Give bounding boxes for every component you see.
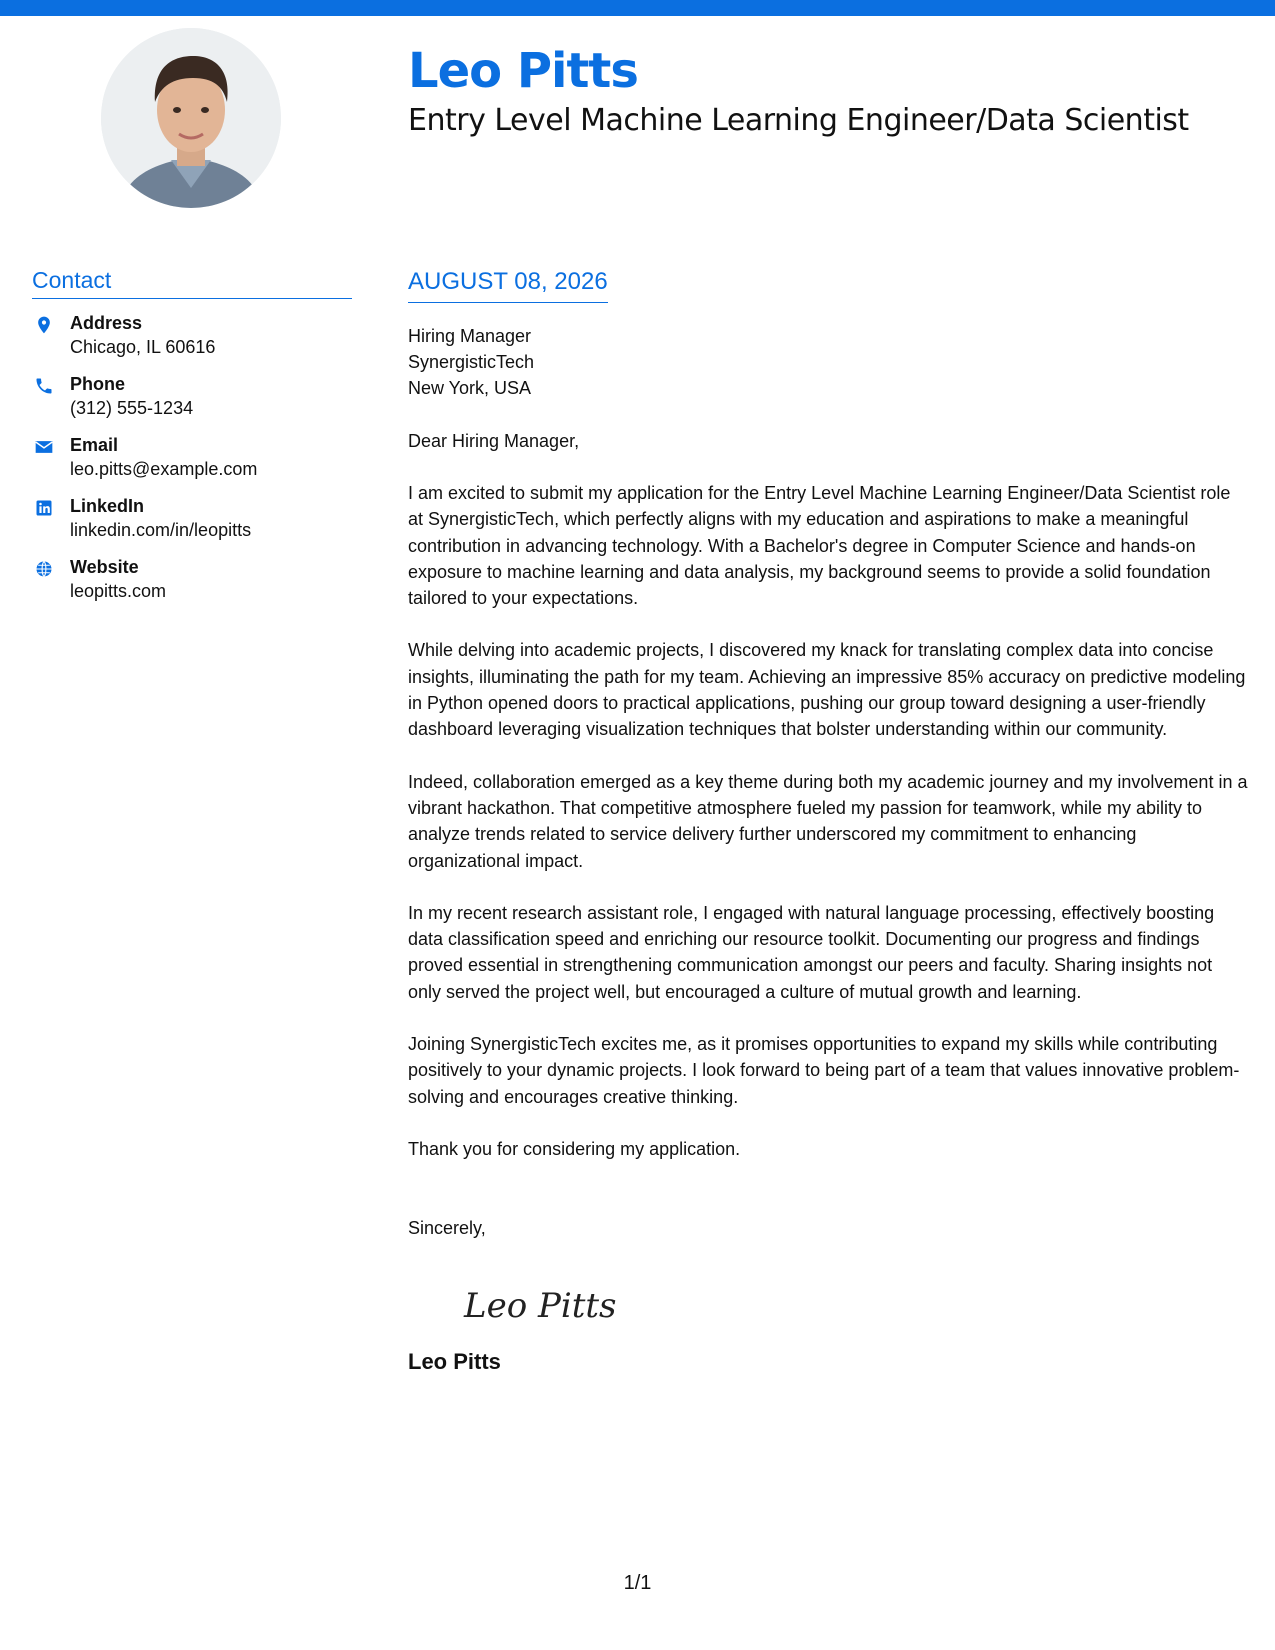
contact-phone-value: (312) 555-1234 xyxy=(70,398,194,418)
contact-address-value: Chicago, IL 60616 xyxy=(70,337,216,357)
recipient-line: Hiring Manager xyxy=(408,326,532,346)
contact-list xyxy=(32,311,352,603)
contact-email-label: Email xyxy=(70,435,119,455)
letter-paragraph: Joining SynergisticTech excites me, as it promises opportunities to expand my skills while contributing positively to your dynamic projects. I look forward to being part of a team that values innovative problem-solving and encourages creative thinking. xyxy=(408,1034,1240,1107)
map-pin-icon xyxy=(32,313,56,337)
letter-paragraph: Indeed, collaboration emerged as a key theme during both my academic journey and my involvement in a vibrant hackathon. That competitive atmosphere fueled my passion for teamwork, while my ability to analyze trends related to service delivery further underscored my commitment to enhancing organizational impact. xyxy=(408,771,1248,871)
top-accent-bar xyxy=(0,0,1275,16)
recipient-block xyxy=(408,323,1248,401)
letter-date: AUGUST 08, 2026 xyxy=(408,266,608,303)
letter-paragraph: While delving into academic projects, I discovered my knack for translating complex data into concise insights, illuminating the path for my team. Achieving an impressive 85% accuracy on predictive modeling in Python opened doors to practical applications, pushing our group toward designing a user-friendly dashboard leveraging visualization techniques that bolster understanding within our community. xyxy=(408,640,1246,740)
profile-photo xyxy=(101,28,281,208)
recipient-line: SynergisticTech xyxy=(408,352,535,372)
contact-email xyxy=(32,433,352,481)
linkedin-icon xyxy=(32,496,56,520)
contact-phone-label: Phone xyxy=(70,374,126,394)
recipient-line: New York, USA xyxy=(408,378,532,398)
contact-address-label: Address xyxy=(70,313,143,333)
letter-body xyxy=(408,266,1248,1376)
closing: Sincerely, xyxy=(408,1218,486,1239)
contact-website-label: Website xyxy=(70,557,139,577)
candidate-name: Leo Pitts xyxy=(408,43,638,99)
contact-website-value: leopitts.com xyxy=(70,581,167,601)
letter-paragraph: In my recent research assistant role, I engaged with natural language processing, effectively boosting data classification speed and enriching our resource toolkit. Documenting our progress and findings proved essential in strengthening communication amongst our peers and faculty. Sharing insights not only served the project well, but encouraged a culture of mutual growth and learning. xyxy=(408,902,1215,1002)
contact-section-title: Contact xyxy=(32,266,352,299)
contact-linkedin-label: LinkedIn xyxy=(70,496,145,516)
signature-text: Leo Pitts xyxy=(464,1286,617,1327)
contact-address xyxy=(32,311,352,359)
profile-photo-illustration xyxy=(101,28,281,208)
contact-phone xyxy=(32,372,352,420)
handwritten-signature xyxy=(460,1279,1248,1329)
letter-paragraph: Thank you for considering my application. xyxy=(408,1138,741,1159)
page-number: 1/1 xyxy=(623,1572,652,1594)
phone-icon xyxy=(32,374,56,398)
contact-linkedin-value: linkedin.com/in/leopitts xyxy=(70,520,252,540)
contact-linkedin xyxy=(32,494,352,542)
letter-paragraph: I am excited to submit my application for the Entry Level Machine Learning Engineer/Data Scientist role at SynergisticTech, which perfectly aligns with my education and aspirations to make a meaningful contribution in advancing technology. With a Bachelor's degree in Computer Science and hands-on exposure to machine learning and data analysis, my background seems to provide a solid foundation tailored to your expectations. xyxy=(408,483,1231,609)
contact-website xyxy=(32,555,352,603)
signer-name: Leo Pitts xyxy=(408,1349,501,1375)
envelope-icon xyxy=(32,435,56,459)
contact-sidebar xyxy=(32,266,352,616)
contact-email-value: leo.pitts@example.com xyxy=(70,459,258,479)
candidate-headline: Entry Level Machine Learning Engineer/Data Scientist xyxy=(408,103,1189,138)
salutation: Dear Hiring Manager, xyxy=(408,431,580,451)
globe-icon xyxy=(32,557,56,581)
